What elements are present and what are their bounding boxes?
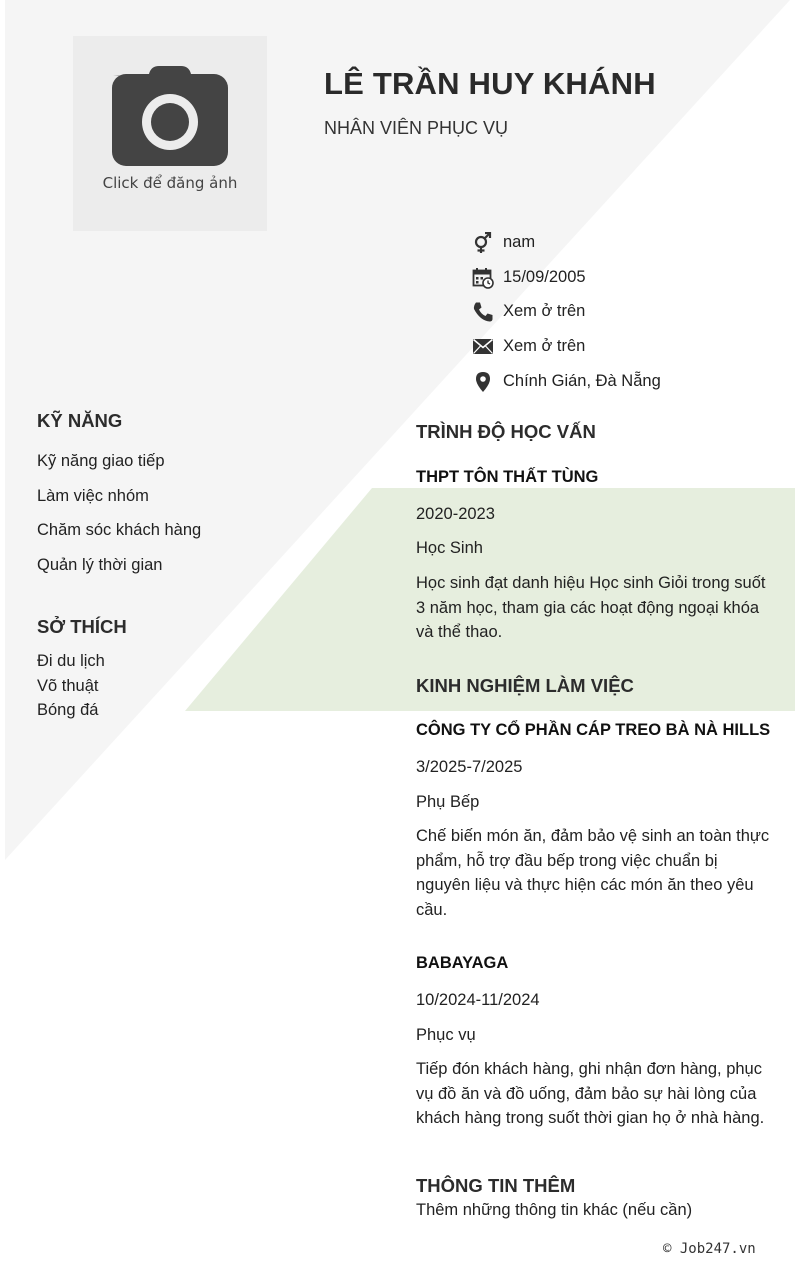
skill-item: Chăm sóc khách hàng	[37, 521, 202, 540]
phone-icon	[472, 301, 494, 323]
email-value: Xem ở trên	[503, 337, 586, 355]
photo-caption: Click để đăng ảnh	[102, 174, 238, 192]
job-description: Tiếp đón khách hàng, ghi nhận đơn hàng, phục vụ đồ ăn và đồ uống, đảm bảo sự hài lòng của khách hàng trong suốt thời gian họ ở nhà hàng.	[416, 1060, 765, 1128]
hobby-item: Đi du lịch	[37, 652, 105, 670]
job-period: 10/2024-11/2024	[416, 991, 540, 1009]
phone-value: Xem ở trên	[503, 302, 586, 320]
skill-item: Làm việc nhóm	[37, 486, 149, 505]
camera-icon	[111, 64, 229, 172]
gender-value: nam	[503, 233, 536, 251]
education-school: THPT TÔN THẤT TÙNG	[416, 468, 599, 486]
birthdate-value: 15/09/2005	[503, 268, 586, 286]
education-title: TRÌNH ĐỘ HỌC VẤN	[416, 421, 596, 442]
hobby-item: Bóng đá	[37, 701, 99, 720]
education-description: Học sinh đạt danh hiệu Học sinh Giỏi trong suốt 3 năm học, tham gia các hoạt động ngoại khóa và thể thao.	[416, 574, 766, 642]
extra-text[interactable]: Thêm những thông tin khác (nếu cần)	[416, 1201, 693, 1219]
footer-copyright: © Job247.vn	[663, 1241, 756, 1257]
skills-list	[37, 452, 201, 591]
hobby-item: Võ thuật	[37, 676, 99, 695]
job-position: Phụ Bếp	[416, 793, 480, 811]
experience-title: KINH NGHIỆM LÀM VIỆC	[416, 675, 634, 696]
address-value: Chính Gián, Đà Nẵng	[503, 372, 661, 390]
job-period: 3/2025-7/2025	[416, 758, 523, 776]
job-description: Chế biến món ăn, đảm bảo vệ sinh an toàn thực phẩm, hỗ trợ đầu bếp trong việc chuẩn bị nguyên liệu và thực hiện các món ăn theo yêu cầu.	[416, 827, 770, 920]
job-company: BABAYAGA	[416, 954, 509, 972]
calendar-icon	[472, 267, 494, 289]
hobbies-list	[37, 652, 105, 726]
hobbies-title: SỞ THÍCH	[37, 616, 127, 637]
job-position: Phục vụ	[416, 1026, 476, 1044]
candidate-role: NHÂN VIÊN PHỤC VỤ	[324, 118, 509, 138]
candidate-name: LÊ TRẦN HUY KHÁNH	[324, 66, 656, 101]
gender-icon	[472, 232, 494, 254]
job-company: CÔNG TY CỔ PHẦN CÁP TREO BÀ NÀ HILLS	[416, 721, 771, 739]
extra-title: THÔNG TIN THÊM	[416, 1175, 576, 1196]
skill-item: Kỹ năng giao tiếp	[37, 452, 165, 470]
email-icon	[472, 336, 494, 358]
skills-title: KỸ NĂNG	[37, 410, 123, 431]
skill-item: Quản lý thời gian	[37, 556, 163, 575]
location-pin-icon	[472, 371, 494, 393]
photo-upload[interactable]	[73, 36, 267, 231]
education-period: 2020-2023	[416, 505, 495, 523]
education-position: Học Sinh	[416, 539, 483, 557]
